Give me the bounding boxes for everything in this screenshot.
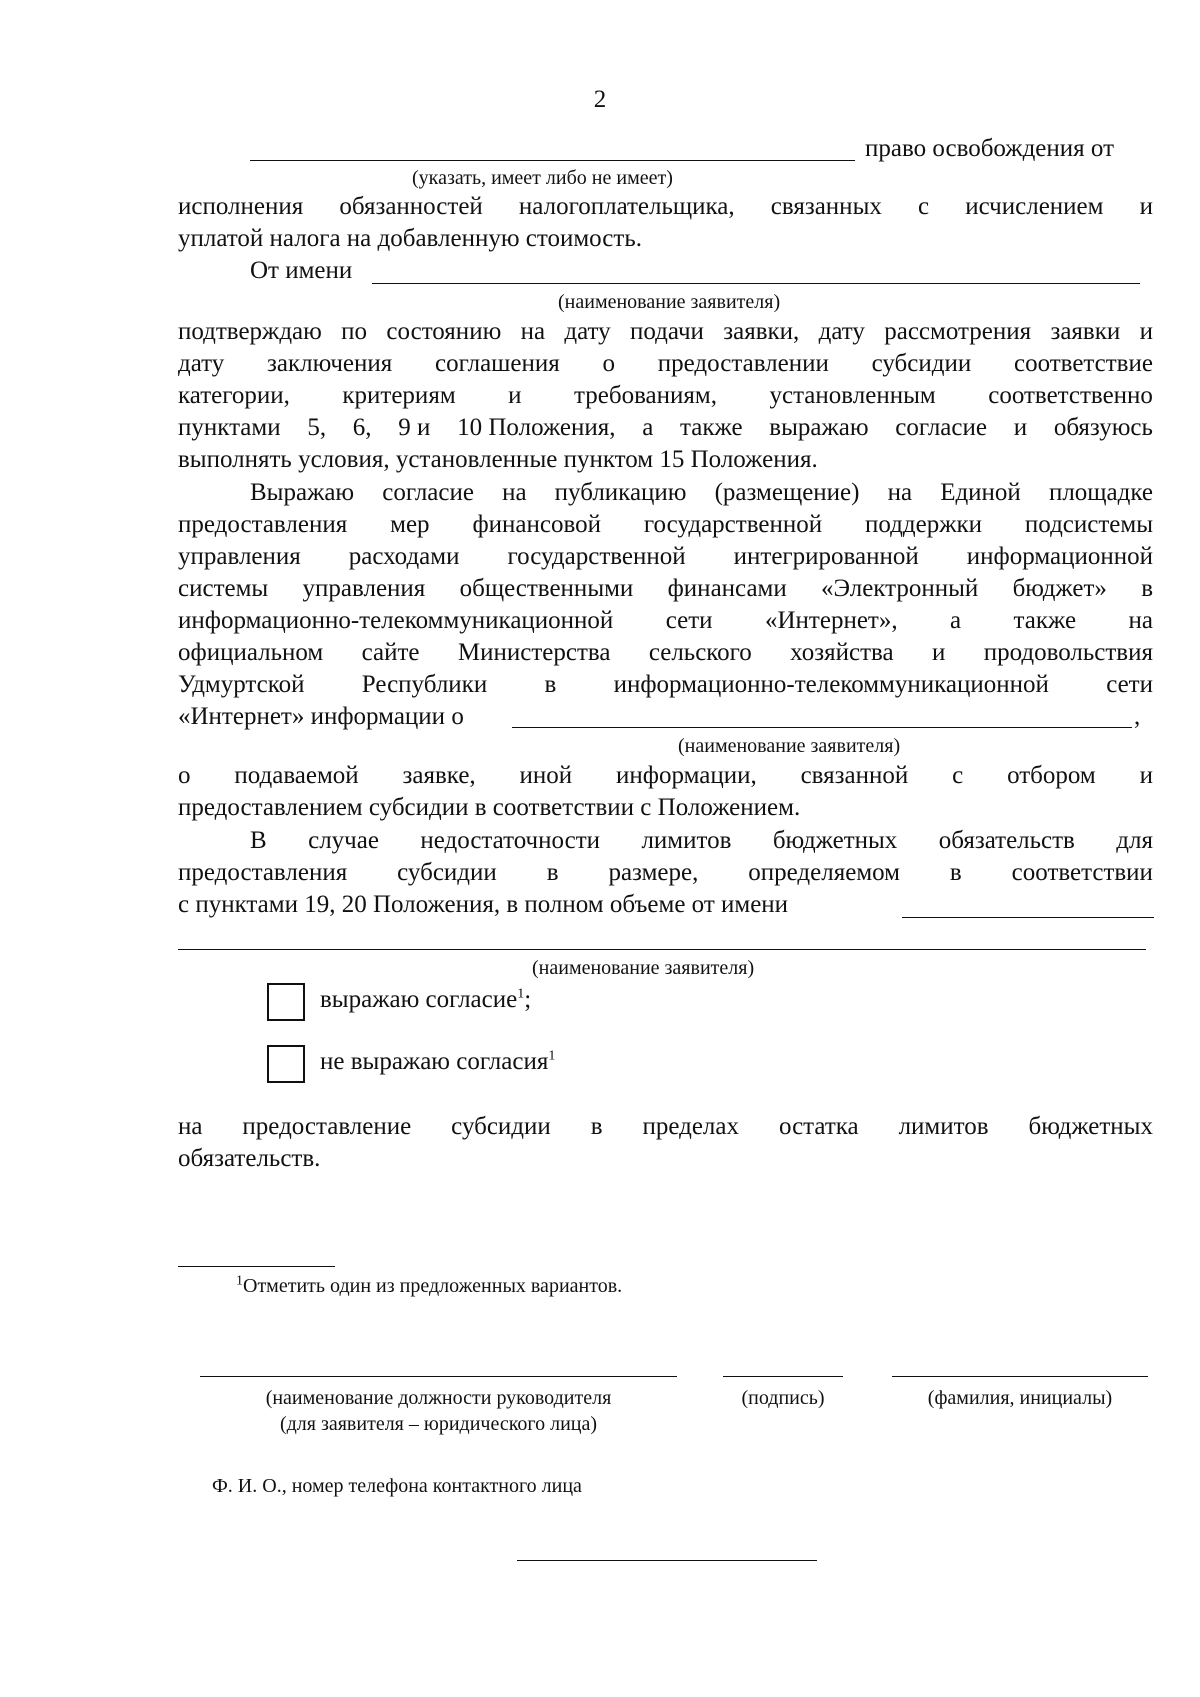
position-hint-1: (наименование должности руководителя — [265, 1387, 612, 1409]
word: рассмотрения — [884, 318, 1032, 345]
word: площадке — [1048, 479, 1153, 506]
closing-line-2: обязательств. — [178, 1145, 321, 1172]
word: связанной — [800, 762, 909, 789]
name-line[interactable] — [892, 1376, 1148, 1377]
word: дату — [564, 318, 611, 345]
block4-line-2 — [178, 857, 1153, 889]
word: на — [178, 1113, 203, 1140]
word: на — [520, 318, 546, 345]
word: согласие — [382, 479, 474, 506]
word: сайте — [361, 639, 420, 666]
word: субсидии — [397, 859, 497, 886]
block3-line-after — [178, 760, 1153, 792]
disagree-checkbox[interactable] — [267, 1045, 305, 1083]
word: установленным — [769, 382, 936, 409]
fill-line-applicant-2[interactable] — [512, 727, 1132, 728]
word: (размещение) — [714, 479, 860, 506]
word: Удмуртской — [178, 671, 305, 698]
word: с — [917, 193, 930, 220]
word: хозяйства — [790, 639, 894, 666]
block3-last: предоставлением субсидии в соответствии с Положением. — [178, 794, 801, 821]
word: предоставления — [178, 511, 348, 538]
word: обязательств — [938, 827, 1075, 854]
word: информационной — [966, 543, 1153, 570]
block3-line-2 — [178, 509, 1153, 541]
block3-line-3 — [178, 541, 1153, 573]
position-hint-2: (для заявителя – юридического лица) — [279, 1413, 598, 1435]
fill-line-applicant-3a[interactable] — [902, 917, 1154, 918]
word: соответственно — [988, 382, 1153, 409]
word: субсидии — [871, 350, 972, 377]
word: государственной — [643, 511, 823, 538]
footnote — [236, 1274, 622, 1298]
block3-line-6 — [178, 637, 1153, 669]
block4-line-1 — [250, 825, 1153, 857]
word: с — [952, 762, 964, 789]
agree-suffix: ; — [524, 986, 532, 1013]
word: пунктами — [178, 414, 281, 441]
word: мер — [390, 511, 430, 538]
closing-line-1 — [178, 1111, 1153, 1143]
word: подсистемы — [1024, 511, 1153, 538]
word: также — [680, 414, 743, 441]
applicant-hint-2: (наименование заявителя) — [678, 735, 901, 757]
word: в — [546, 859, 559, 886]
word: публикацию — [554, 479, 687, 506]
word: в — [590, 1113, 603, 1140]
applicant-hint-1: (наименование заявителя) — [558, 291, 781, 313]
word: в — [949, 859, 962, 886]
word: а — [950, 607, 962, 634]
from-label: От имени — [250, 257, 353, 284]
disagree-footnote-mark: 1 — [548, 1048, 556, 1064]
block3-line-4 — [178, 573, 1153, 605]
word: «Интернет», — [764, 607, 898, 634]
block2-line-2 — [178, 348, 1153, 380]
word: «Электронный — [821, 575, 979, 602]
exemption-label: право освобождения от — [865, 135, 1114, 162]
word: сельского — [648, 639, 752, 666]
word: поддержки — [865, 511, 982, 538]
word: официальном — [178, 639, 324, 666]
word: 5, — [307, 414, 327, 441]
word: бюджет» — [1012, 575, 1107, 602]
word: и — [1013, 414, 1028, 441]
word: сети — [665, 607, 713, 634]
block1-line3: уплатой налога на добавленную стоимость. — [178, 225, 642, 252]
word: информационно-телекоммуникационной — [613, 671, 1049, 698]
word: в — [544, 671, 557, 698]
word: общественными — [459, 575, 634, 602]
word: продовольствия — [983, 639, 1153, 666]
word: отбором — [1007, 762, 1096, 789]
word: управления — [178, 543, 301, 570]
word: обязуюсь — [1053, 414, 1153, 441]
word: заключения — [267, 350, 393, 377]
word: информационно-телекоммуникационной — [178, 607, 614, 634]
block2-line-1 — [178, 316, 1153, 348]
word: заявки, — [723, 318, 800, 345]
word: состоянию — [386, 318, 502, 345]
word: бюджетных — [772, 827, 898, 854]
block4-line-3: с пунктами 19, 20 Положения, в полном объеме от имени — [178, 891, 789, 918]
word: размере, — [608, 859, 699, 886]
block3-line-5 — [178, 605, 1153, 637]
word: на — [1128, 607, 1153, 634]
position-line[interactable] — [200, 1376, 677, 1377]
word: 6, — [352, 414, 372, 441]
footnote-text: Отметить один из предложенных вариантов. — [243, 1275, 623, 1297]
word: Выражаю — [250, 479, 355, 506]
word: исполнения — [178, 193, 304, 220]
word: заявке, — [402, 762, 476, 789]
block2-line-4 — [178, 412, 1153, 444]
word: подаваемой — [234, 762, 359, 789]
word: бюджетных — [1028, 1113, 1153, 1140]
word: налогоплательщика, — [518, 193, 735, 220]
word: на — [502, 479, 527, 506]
word: дату — [178, 350, 225, 377]
word: интегрированной — [733, 543, 919, 570]
fill-line-applicant-3b[interactable] — [178, 949, 1146, 950]
word: Единой — [940, 479, 1021, 506]
comma: , — [1134, 703, 1141, 730]
word: выражаю — [769, 414, 869, 441]
word: недостаточности — [420, 827, 601, 854]
agree-option — [320, 984, 531, 1016]
word: пределах — [642, 1113, 740, 1140]
footnote-mark: 1 — [236, 1273, 243, 1289]
applicant-hint-3: (наименование заявителя) — [532, 957, 755, 979]
name-hint: (фамилия, инициалы) — [927, 1387, 1113, 1409]
word: критериям — [342, 382, 456, 409]
block1-line2 — [178, 191, 1153, 223]
word: подачи — [629, 318, 704, 345]
word: соответствии — [1011, 859, 1153, 886]
word: о — [178, 762, 191, 789]
word: обязанностей — [339, 193, 483, 220]
word: предоставлении — [657, 350, 829, 377]
word: лимитов — [898, 1113, 989, 1140]
agree-label: выражаю согласие — [320, 986, 518, 1013]
disagree-label: не выражаю согласия — [320, 1048, 549, 1075]
word: соглашения — [435, 350, 560, 377]
word: лимитов — [641, 827, 732, 854]
word: о — [602, 350, 616, 377]
word: В — [250, 827, 267, 854]
word: управления — [302, 575, 426, 602]
word: заявки — [1050, 318, 1121, 345]
word: по — [341, 318, 368, 345]
word: предоставление — [242, 1113, 412, 1140]
word: государственной — [507, 543, 686, 570]
word: 9 и — [398, 414, 431, 441]
page-number: 2 — [593, 86, 607, 113]
word: Республики — [361, 671, 488, 698]
contact-line[interactable] — [517, 1560, 817, 1561]
word: остатка — [778, 1113, 859, 1140]
word: и — [1139, 762, 1153, 789]
word: дату — [818, 318, 865, 345]
word: связанных — [770, 193, 882, 220]
word: и — [508, 382, 522, 409]
word: сети — [1106, 671, 1153, 698]
block2-line-3 — [178, 380, 1153, 412]
signature-line[interactable] — [723, 1376, 843, 1377]
word: информации, — [616, 762, 757, 789]
word: в — [1141, 575, 1153, 602]
word: на — [887, 479, 913, 506]
block3-line-7 — [178, 669, 1153, 701]
word: подтверждаю — [178, 318, 322, 345]
exemption-hint: (указать, имеет либо не имеет) — [412, 167, 673, 189]
word: Министерства — [457, 639, 611, 666]
word: 10 Положения, — [457, 414, 616, 441]
word: для — [1116, 827, 1153, 854]
word: и — [931, 639, 946, 666]
word: требованиям, — [574, 382, 717, 409]
word: исчислением — [965, 193, 1104, 220]
word: соответствие — [1013, 350, 1153, 377]
block3-line-1 — [250, 477, 1153, 509]
word: финансовой — [472, 511, 601, 538]
word: случае — [308, 827, 379, 854]
word: согласие — [895, 414, 987, 441]
disagree-option — [320, 1046, 555, 1078]
contact-label: Ф. И. О., номер телефона контактного лица — [212, 1475, 582, 1497]
word: системы — [178, 575, 269, 602]
footnote-separator — [178, 1266, 335, 1267]
word: расходами — [348, 543, 460, 570]
word: предоставления — [178, 859, 348, 886]
fill-line-applicant-1[interactable] — [372, 283, 1140, 284]
word: категории, — [178, 382, 290, 409]
word: также — [1013, 607, 1077, 634]
word: определяемом — [748, 859, 900, 886]
block2-last: выполнять условия, установленные пунктом 15 Положения. — [178, 446, 818, 473]
agree-checkbox[interactable] — [267, 983, 305, 1021]
word: и — [1139, 193, 1153, 220]
agree-footnote-mark: 1 — [517, 986, 525, 1002]
word: субсидии — [451, 1113, 551, 1140]
signature-hint: (подпись) — [741, 1387, 825, 1409]
word: иной — [519, 762, 573, 789]
word: а — [642, 414, 654, 441]
fill-line-exemption[interactable] — [250, 160, 855, 161]
word: финансами — [667, 575, 787, 602]
internet-info-label: «Интернет» информации о — [178, 703, 464, 730]
word: и — [1139, 318, 1153, 345]
